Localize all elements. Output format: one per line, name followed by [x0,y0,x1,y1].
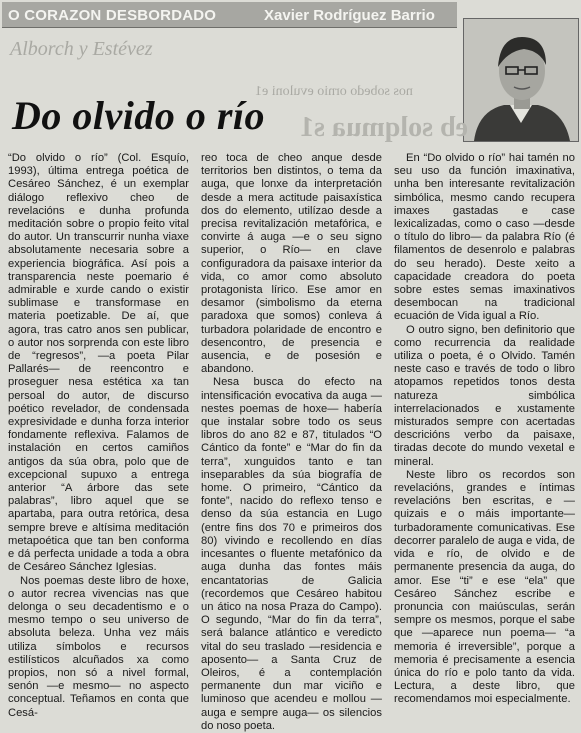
article-headline: Do olvido o río [12,93,266,138]
author-photo [463,18,579,142]
paragraph: reo toca de cheo anque desde territorios ben distintos, o tema da auga, que lonxe da interpretación desde a mera actitude paisaxística dos do elemento, utilízao desde a precisa revitalización metafórica, e convirte á auga —e o seu signo superior, o Río— en clave configuradora da paisaxe interior da vida, co amor como absoluto protagonista lírico. Ese amor en desamor (simbolismo da eterna paradoxa que somos) conleva á turbadora polaridade de encontro e desencontro, de presencia e ausencia, e de posesión e abandono. [201,152,382,376]
article-column-2 [201,152,382,733]
author-name: Xavier Rodríguez Barrio [264,7,435,24]
article-column-1 [8,152,189,720]
paragraph: Nesa busca do efecto na intensificación evocativa da auga —nestes poemas de hoxe— habería que instalar sobre todo os seus libros do ano 82 e 87, titulados “O Cántico da fonte” e “Mar do fin da terra”, xunguidos tanto e tan inseparables da súa biografía de home. O primeiro, “Cántico da fonte”, nacido do reflexo tenso e denso da súa estancia en Lugo (entre fins dos 70 e primeiros dos 80) vivindo e recollendo en días incesantes o fluente metafónico da auga dunha das fontes máis encantatorias de Galicia (recordemos que Cesáreo habitou un ático na nosa Praza do Campo). O segundo, “Mar do fin da terra”, será balance atlántico e veredicto vital do seu traslado —residencia e aposento— a Santa Cruz de Oleiros, é a contemplación permanente dun mar viciño e luminoso que acendeu e mollou —auga e sempre auga— os silencios do noso poeta. [201,376,382,732]
section-header-bar [2,2,457,28]
portrait-image [464,19,578,141]
paragraph: O outro signo, ben definitorio que como recurrencia da realidade utiliza o poeta, é o Olvido. Tamén neste caso e través de todo o libro atopamos repetidos tonos desta natureza simbólica interrelacionados e xustamente misturados sempre con acertadas descricións verbo da paisaxe, tiradas decote do mundo vexetal e mineral. [394,323,575,468]
article-column-3 [394,152,575,707]
bleed-through-text: eb solqmua s1 [300,112,469,143]
paragraph: Nos poemas deste libro de hoxe, o autor recrea vivencias nas que delonga o seu decadentismo e o mesmo tempo o seu universo de absoluta beleza. Unha vez máis utiliza símbolos e recursos estilísticos alcuñados xa como propios, non só a nivel formal, senón —e mesmo— no aspecto conceptual. Teñamos en conta que Cesá- [8,574,189,719]
bleed-through-text: Alborch y Estévez [10,38,153,60]
paragraph: En “Do olvido o río” hai tamén no seu uso da función imaxinativa, unha ben interesante revitalización simbólica, mesmo cando recupera imaxes gastadas e case lexicalizadas, como o caso —desde o título do libro— da palabra Río (é filamentos de desenrolo e palabras do seu herado). Deste xeito a capacidade creadora do poeta sobre estes semas imaxinativos desembocan na tradicional ecuación de Vida igual a Río. [394,152,575,323]
section-title: O CORAZON DESBORDADO [8,7,217,24]
paragraph: Neste libro os recordos son revelacións, grandes e íntimas revelacións ben escritas, e —quizais e o máis importante— turbadoramente comunicativas. Ese decorrer paralelo de auga e vida, de vida e río, de olvido e de permanente presencia da auga, do amor. Ese “ti” e ese “ela” que Cesáreo Sánchez escribe e pronuncia con maiúsculas, serán sempre os mesmos, porque el sabe que —aparece nun poema— “a memoria é irreversible”, porque a memoria é precisamente a esencia única do río e polo tanto da vida. Lectura, a deste libro, que recomendamos moi especialmente. [394,468,575,706]
paragraph: “Do olvido o río” (Col. Esquío, 1993), última entrega poética de Cesáreo Sánchez, é un exemplar diálogo reflexivo cheo de revelacións e dunha profunda meditación sobre o propio feito vital do autor. Un transcurrir nunha viaxe absolutamente necesaria sobre a experiencia biográfica. Así pois a transparencia neste poemario é admirable e xurde cando o existir sublimase e transformase en materia poetizable. De aí, que agora, tras catro anos sen publicar, o autor nos sorprenda con este libro de “regresos”, —a poeta Pilar Pallarés— de reencontro e proseguer nesa estética xa tan persoal do autor, de discurso poético revelador, de condensada expresividade e dunha forza interior fondamente reflexiva. Falamos de instalación en certos camiños antigos da súa obra, polo que de excepcional supuxo a entrega anterior “A árbore das sete palabras”, libro aquel que se apartaba, para outra retórica, desa sempre breve e altísima meditación metapoética que tan ben conforma e dá perfecta unidade a toda a obra de Cesáreo Sánchez Iglesias. [8,152,189,574]
bleed-through-text: nos sobedo ornio evuloni e1 [255,84,413,99]
